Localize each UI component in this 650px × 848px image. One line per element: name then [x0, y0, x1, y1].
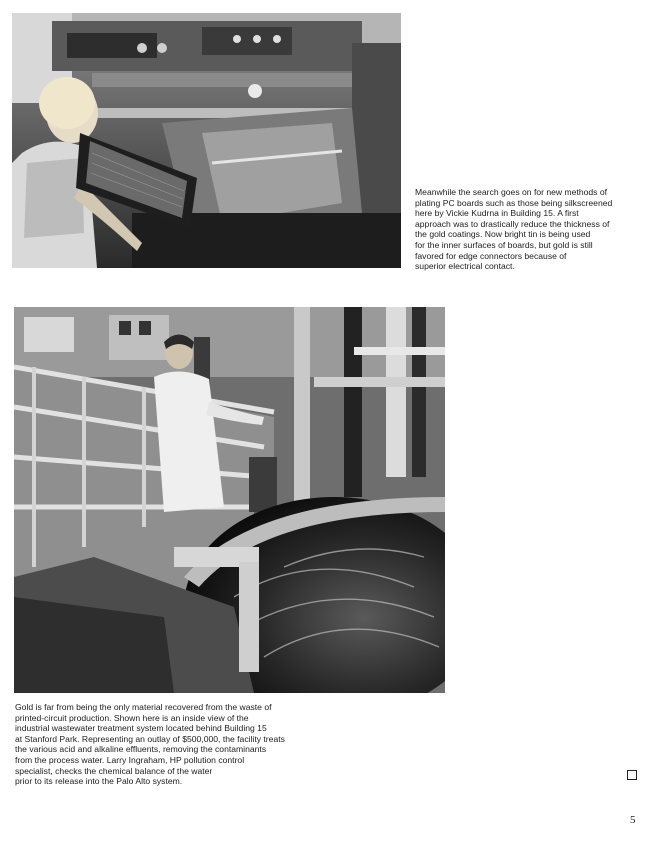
- caption-line: Meanwhile the search goes on for new methods of: [415, 187, 608, 197]
- wastewater-facility-photo: [14, 307, 445, 693]
- caption-line: superior electrical contact.: [415, 261, 515, 272]
- caption-line: the gold coatings. Now bright tin is being used: [415, 229, 591, 240]
- end-of-article-mark: [627, 770, 637, 780]
- page-number: 5: [630, 814, 636, 826]
- caption-line: industrial wastewater treatment system located behind Building 15: [15, 723, 267, 734]
- caption-line: here by Vickie Kudrna in Building 15. A first: [415, 208, 579, 219]
- photo-caption-bottom: [15, 702, 345, 787]
- caption-line: at Stanford Park. Representing an outlay of $500,000, the facility treats: [15, 733, 285, 744]
- silkscreen-photo: [12, 13, 401, 268]
- caption-line: Gold is far from being the only material recovered from the waste of: [15, 702, 272, 712]
- caption-line: prior to its release into the Palo Alto system.: [15, 776, 183, 787]
- caption-line: from the process water. Larry Ingraham, HP pollution control: [15, 754, 245, 765]
- caption-line: printed-circuit production. Shown here is an inside view of the: [15, 712, 249, 723]
- caption-line: approach was to drastically reduce the thickness of: [415, 218, 610, 229]
- caption-line: the various acid and alkaline effluents, removing the contaminants: [15, 744, 267, 755]
- caption-line: specialist, checks the chemical balance of the water: [15, 765, 213, 776]
- caption-line: favored for edge connectors because of: [415, 250, 567, 261]
- caption-line: plating PC boards such as those being silkscreened: [415, 197, 613, 208]
- caption-line: for the inner surfaces of boards, but gold is still: [415, 239, 593, 250]
- photo-caption-top: [415, 187, 645, 272]
